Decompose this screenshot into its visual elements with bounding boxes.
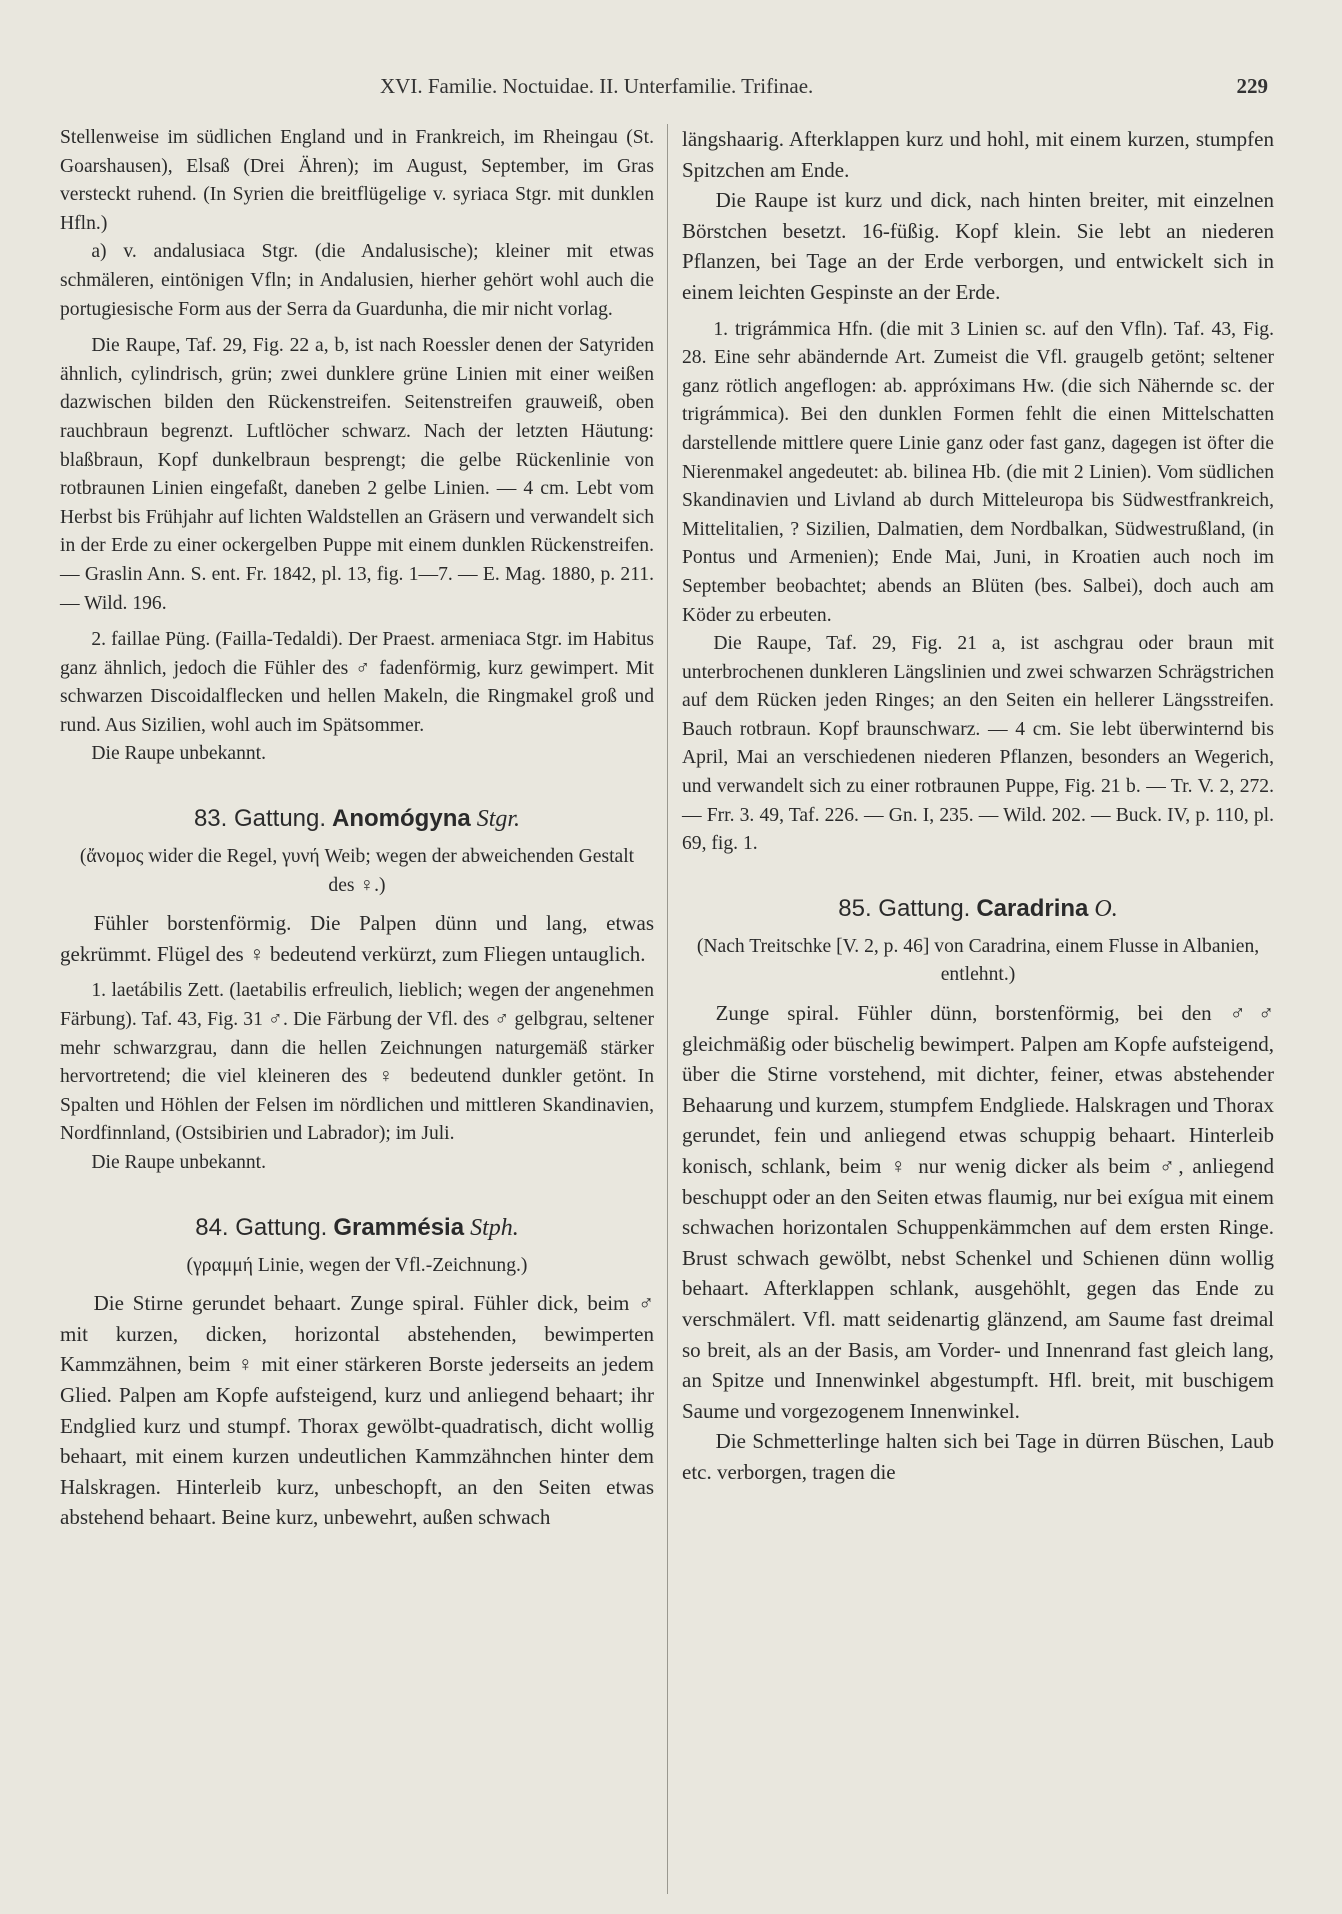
paragraph: Die Stirne gerundet behaart. Zunge spiral. Fühler dick, beim ♂ mit kurzen, dicken, horizontal abstehenden, bewimperten Kammzähnen, beim ♀ mit einer stärkeren Borste jederseits an jedem Glied. Palpen am Kopfe aufsteigend, kurz und anliegend behaart; ihr Endglied kurz und stumpf. Thorax gewölbt-quadratisch, dicht wollig behaart, mit einem kurzen undeutlichen Kammzähnchen hinter dem Halskragen. Hinterleib kurz, unbeschopft, an den Seiten etwas abstehend behaart. Beine kurz, unbewehrt, außen schwach [60, 1291, 654, 1530]
genus-number: 84. Gattung. [195, 1213, 328, 1241]
species-entry: 2. faillae Püng. (Failla-Tedaldi). Der Praest. armeniaca Stgr. im Habitus ganz ähnlich, jedoch die Fühler des ♂ fadenförmig, kurz gewimpert. Mit schwarzen Discoidalflecken und hellen Makeln, die Ringmakel groß und rund. Aus Sizilien, wohl auch im Spätsommer. [60, 629, 654, 736]
paragraph: Fühler borstenförmig. Die Palpen dünn und lang, etwas gekrümmt. Flügel des ♀ bedeutend verkürzt, zum Fliegen untauglich. [60, 911, 654, 966]
genus-author: Stph. [470, 1214, 519, 1241]
paragraph: längshaarig. Afterklappen kurz und hohl, mit einem kurzen, stumpfen Spitzchen am Ende. [682, 127, 1274, 182]
paragraph: Zunge spiral. Fühler dünn, borstenförmig, bei den ♂♂ gleichmäßig oder büschelig bewimpert. Palpen am Kopfe aufsteigend, über die Stirne vorstehend, mit dichter, feiner, etwas abstehender Behaarung und kurzem, stumpfem Endgliede. Halskragen und Thorax gerundet, fein und anliegend etwas schuppig behaart. Hinterleib konisch, schlank, beim ♀ nur wenig dicker als beim ♂, anliegend beschuppt oder an den Seiten etwas flaumig, nur bei exígua mit einem schwachen horizontalen Schuppenkämmchen auf dem ersten Ringe. Brust schwach gewölbt, nebst Schenkel und Schienen dünn wollig behaart. Afterklappen schlank, ausgehöhlt, gegen das Ende zu verschmälert. Vfl. matt seidenartig glänzend, am Saume fast dreimal so breit, als an der Basis, am Vorder- und Innenrand fast gleich lang, an Spitze und Innenwinkel abgestumpft. Hfl. breit, mit buschigem Saume und vorgezogenem Innenwinkel. [682, 1001, 1274, 1423]
genus-heading [682, 893, 1274, 925]
page-number: 229 [1236, 74, 1268, 98]
right-column [682, 124, 1274, 1488]
paragraph: a) v. andalusiaca Stgr. (die Andalusische); kleiner mit etwas schmäleren, eintönigen Vfln; in Andalusien, hierher gehört wohl auch die portugiesische Form aus der Serra da Guardunha, die mir nicht vorlag. [60, 241, 654, 320]
genus-heading [60, 1212, 654, 1244]
paragraph: Die Raupe ist kurz und dick, nach hinten breiter, mit einzelnen Börstchen besetzt. 16-füßig. Kopf klein. Sie lebt an niederen Pflanzen, bei Tage an der Erde verborgen, und entwickelt sich in einem leichten Gespinste an der Erde. [682, 188, 1274, 304]
genus-heading [60, 803, 654, 835]
genus-number: 85. Gattung. [838, 894, 971, 922]
genus-number: 83. Gattung. [193, 805, 327, 833]
paragraph: Die Schmetterlinge halten sich bei Tage in dürren Büschen, Laub etc. verborgen, tragen die [682, 1429, 1274, 1484]
paragraph: Die Raupe unbekannt. [91, 1152, 267, 1173]
header-title: XVI. Familie. Noctuidae. II. Unterfamilie. Trifinae. [380, 74, 814, 98]
species-entry: 1. trigrámmica Hfn. (die mit 3 Linien sc. auf den Vfln). Taf. 43, Fig. 28. Eine sehr abändernde Art. Zumeist die Vfl. graugelb getönt; seltener ganz rötlich angeflogen: ab. appróximans Hw. (die sich Nähernde sc. der trigrámmica). Bei den dunklen Formen fehlt die einen Mittelschatten darstellende mittlere quere Linie ganz oder fast ganz, dagegen ist öfter die Nierenmakel angedeutet: ab. bilinea Hb. (die mit 2 Linien). Vom südlichen Skandinavien und Livland ab durch Mitteleuropa bis Südwestfrankreich, Mittelitalien, ? Sizilien, Dalmatien, dem Nordbalkan, Südwestrußland, (in Pontus und Armenien); Ende Mai, Juni, in Kroatien auch noch im September beobachtet; abends an Blüten (bes. Salbei), doch auch am Köder zu erbeuten. [682, 318, 1274, 626]
genus-author: Stgr. [476, 806, 521, 833]
etymology: (ἄνομος wider die Regel, γυνή Weib; wegen der abweichenden Gestalt des ♀.) [79, 846, 635, 896]
species-entry: 1. laetábilis Zett. (laetabilis erfreulich, lieblich; wegen der angenehmen Färbung). Taf. 43, Fig. 31 ♂. Die Färbung der Vfl. des ♂ gelbgrau, seltener mehr schwarzgrau, dann die hellen Zeichnungen naturgemäß stärker hervortretend; die viel kleineren des ♀ bedeutend dunkler getönt. In Spalten und Höhlen der Felsen im nördlichen und mittleren Skandinavien, Nordfinnland, (Ostsibirien und Labrador); im Juli. [60, 980, 654, 1145]
paragraph: Die Raupe, Taf. 29, Fig. 21 a, ist aschgrau oder braun mit unterbrochenen dunkleren Längslinien und zwei schwarzen Schrägstrichen auf dem Rücken jeden Ringes; an den Seiten ein hellerer Längsstreifen. Bauch rotbraun. Kopf braunschwarz. — 4 cm. Sie lebt überwinternd bis April, Mai an verschiedenen niederen Pflanzen, besonders an Wegerich, und verwandelt sich zu einer rotbraunen Puppe, Fig. 21 b. — Tr. V. 2, 272. — Frr. 3. 49, Taf. 226. — Gn. I, 235. — Wild. 202. — Buck. IV, p. 110, pl. 69, fig. 1. [682, 633, 1274, 855]
genus-name: Caradrina [976, 894, 1089, 922]
paragraph: Die Raupe unbekannt. [91, 743, 267, 765]
column-divider [667, 124, 668, 1894]
etymology: (Nach Treitschke [V. 2, p. 46] von Caradrina, einem Flusse in Albanien, entlehnt.) [696, 935, 1260, 986]
paragraph: Die Raupe, Taf. 29, Fig. 22 a, b, ist nach Roessler denen der Satyriden ähnlich, cylindrisch, grün; zwei dunklere grüne Linien mit einer weißen dazwischen bilden den Rückenstreifen. Seitenstreifen grauweiß, oben rauchbraun begrenzt. Luftlöcher schwarz. Nach der letzten Häutung: blaßbraun, Kopf dunkelbraun besprengt; die gelbe Rückenlinie von rotbraunen Linien eingefaßt, daneben 2 gelbe Linien. — 4 cm. Lebt vom Herbst bis Frühjahr auf lichten Waldstellen an Gräsern und verwandelt sich in der Erde zu einer ockergelben Puppe mit einem dunklen Rückenstreifen. — Graslin Ann. S. ent. Fr. 1842, pl. 13, fig. 1—7. — E. Mag. 1880, p. 211. — Wild. 196. [60, 335, 654, 614]
genus-name: Grammésia [333, 1213, 465, 1241]
left-column [60, 124, 654, 1533]
paragraph: Stellenweise im südlichen England und in Frankreich, im Rheingau (St. Goarshausen), Elsaß (Drei Ähren); im August, September, im Gras versteckt ruhend. (In Syrien die breitflügelige v. syriaca Stgr. mit dunklen Hfln.) [60, 127, 654, 234]
genus-author: O. [1094, 895, 1118, 922]
genus-name: Anomógyna [332, 805, 471, 833]
etymology: (γραμμή Linie, wegen der Vfl.-Zeichnung.) [186, 1254, 528, 1276]
